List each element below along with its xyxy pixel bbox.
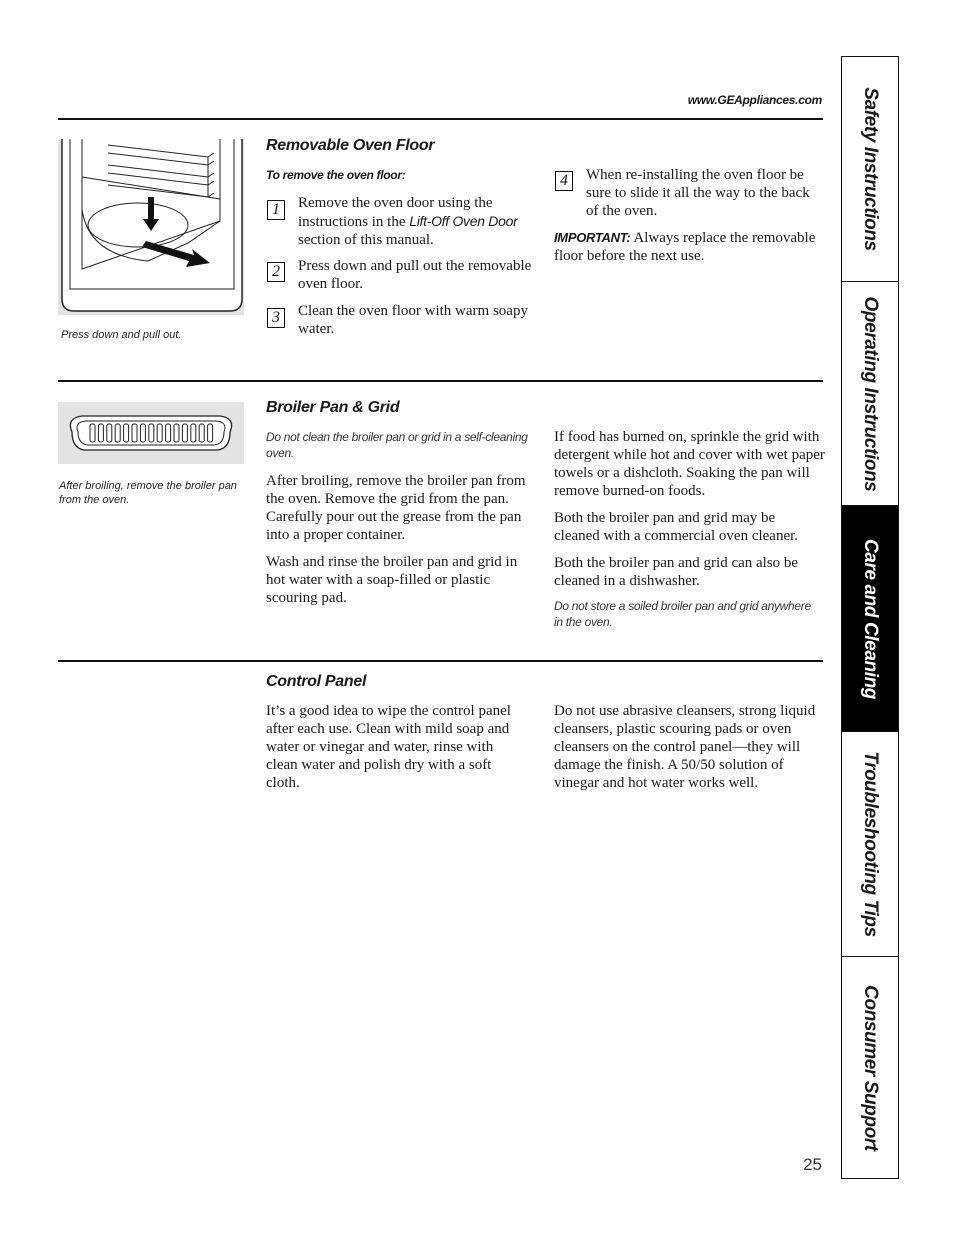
broiler-warning-note: Do not clean the broiler pan or grid in a self-cleaning oven.: [266, 430, 528, 460]
tab-care-and-cleaning[interactable]: [842, 506, 898, 732]
broiler-paragraph-1: After broiling, remove the broiler pan from the oven. Remove the grid from the pan. Carefully pour out the grease from the pan into a proper container.: [266, 473, 526, 543]
step-2-text: Press down and pull out the removable oven floor.: [298, 258, 532, 292]
tab-label: Operating Instructions: [860, 296, 881, 491]
broiler-pan-illustration: [58, 402, 244, 464]
site-url: www.GEAppliances.com: [687, 93, 822, 107]
tab-safety-instructions[interactable]: [842, 57, 898, 282]
oven-floor-subtitle: To remove the oven floor:: [266, 168, 406, 182]
step-number-1: 1: [267, 200, 285, 220]
step-1-text-b: section of this manual.: [298, 232, 434, 248]
lift-off-door-reference: Lift-Off Oven Door: [409, 213, 518, 229]
step-4-text: When re-installing the oven floor be sure to slide it all the way to the back of the oven.: [586, 167, 810, 219]
step-1-text: [298, 194, 538, 249]
tab-operating-instructions[interactable]: [842, 282, 898, 506]
tab-consumer-support[interactable]: [842, 957, 898, 1178]
oven-floor-caption: Press down and pull out.: [61, 329, 182, 341]
section-divider: [58, 380, 823, 382]
step-1-text-a: Remove the oven door using the instructions in the: [298, 195, 493, 230]
broiler-title: Broiler Pan & Grid: [266, 399, 400, 416]
section-divider: [58, 660, 823, 662]
important-note: [554, 229, 822, 265]
step-number-4: 4: [555, 171, 573, 191]
section-divider: [58, 118, 823, 120]
oven-interior-image: [58, 139, 244, 315]
section-tabs: [841, 56, 899, 1179]
broiler-paragraph-5: Both the broiler pan and grid can also be cleaned in a dishwasher.: [554, 555, 799, 589]
tab-label: Consumer Support: [860, 984, 881, 1151]
important-label: IMPORTANT:: [554, 230, 631, 245]
broiler-pan-image: [58, 402, 244, 464]
tab-label: Safety Instructions: [860, 87, 881, 251]
page-number: 25: [803, 1155, 822, 1174]
tab-label: Troubleshooting Tips: [860, 751, 881, 937]
broiler-storage-note: Do not store a soiled broiler pan and grid anywhere in the oven.: [554, 599, 811, 629]
step-number-3: 3: [267, 308, 285, 328]
oven-floor-title: Removable Oven Floor: [266, 137, 435, 154]
broiler-paragraph-3: If food has burned on, sprinkle the grid with detergent while hot and cover with wet paper towels or a dishcloth. Soaking the pan will remove burned-on foods.: [554, 429, 825, 499]
broiler-caption: After broiling, remove the broiler pan from the oven.: [59, 480, 237, 506]
broiler-paragraph-2: Wash and rinse the broiler pan and grid in hot water with a soap-filled or plastic scouring pad.: [266, 554, 518, 606]
step-3-text: Clean the oven floor with warm soapy water.: [298, 303, 528, 337]
step-number-2: 2: [267, 262, 285, 282]
important-text: Always replace the removable floor before the next use.: [554, 230, 816, 264]
oven-floor-illustration: [58, 139, 244, 315]
tab-label: Care and Cleaning: [860, 538, 881, 699]
broiler-paragraph-4: Both the broiler pan and grid may be cleaned with a commercial oven cleaner.: [554, 510, 799, 544]
control-panel-paragraph-2: Do not use abrasive cleansers, strong liquid cleansers, plastic scouring pads or oven cleansers on the control panel—they will damage the finish. A 50/50 solution of vinegar and hot water works well.: [554, 703, 816, 791]
control-panel-title: Control Panel: [266, 673, 367, 690]
control-panel-paragraph-1: It’s a good idea to wipe the control panel after each use. Clean with mild soap and water or vinegar and water, rinse with clean water and polish dry with a soft cloth.: [266, 703, 511, 791]
tab-troubleshooting-tips[interactable]: [842, 732, 898, 957]
